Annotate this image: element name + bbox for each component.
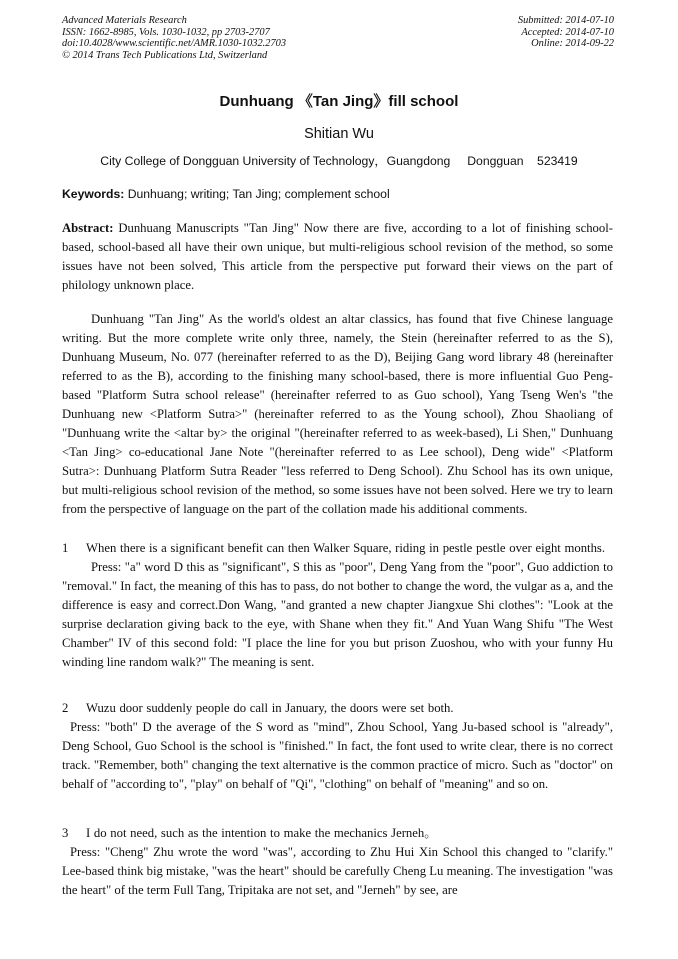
intro-paragraph: Dunhuang "Tan Jing" As the world's oldest an altar classics, has found that five Chinese language writing. But the more complete write only three, namely, the Stein (hereinafter referred to as the S), Dunhuang Museum, No. 077 (hereinafter referred to as the D), Beijing Gang word library 48 (hereinafter referred to as the B), according to the finishing many school-based, there is more influential Guo Peng-based "Platform Sutra school release" (hereinafter referred to as Guo school), Yang Tseng Wen's "the Dunhuang new <Platform Sutra>" (hereinafter referred to as the Young school), Zhou Shaoliang of "Dunhuang write the <altar by> the original "(hereinafter referred to as week-based), Li Shen," Dunhuang <Tan Jing> co-educational Jane Note "(hereinafter referred to as Lee school), Deng wide" <Platform Sutra>: Dunhuang Platform Sutra Reader "less referred to Deng School). Zhu School has its own unique, but multi-religious school revision of the method, so some issues have not been solved. Here we try to learn from the perspective of language on the part of the collation made his additional comments.: [62, 312, 613, 516]
section-2-number: 2: [62, 701, 69, 715]
keywords-label: Keywords:: [62, 187, 125, 201]
copyright-line: © 2014 Trans Tech Publications Ltd, Switzerland: [62, 49, 268, 61]
accepted-date: Accepted: 2014-07-10: [521, 26, 614, 38]
section-3: [62, 824, 613, 900]
section-3-number: 3: [62, 826, 69, 840]
abstract-label: Abstract:: [62, 221, 114, 235]
journal-info: [62, 15, 286, 61]
section-1: [62, 539, 613, 672]
section-3-press: Press: "Cheng" Zhu wrote the word "was", according to Zhu Hui Xin School this changed to "clarify." Lee-based think big mistake, "was the heart" should be carefully Cheng Lu meaning. The investigation "was the heart" of the term Full Tang, Tripitaka are not set, and "Jerneh" by see, are: [62, 845, 613, 897]
affiliation: City College of Dongguan University of Technology，Guangdong Dongguan 523419: [100, 154, 578, 168]
section-1-heading-text: When there is a significant benefit can then Walker Square, riding in pestle pestle over eight months.: [86, 541, 606, 555]
keywords-text: Dunhuang; writing; Tan Jing; complement school: [124, 187, 390, 201]
keywords: [62, 187, 390, 201]
section-3-heading: [62, 824, 613, 843]
section-1-number: 1: [62, 541, 69, 555]
section-2-heading: [62, 699, 613, 718]
doi-line: doi:10.4028/www.scientific.net/AMR.1030-1032.2703: [62, 38, 287, 50]
section-1-heading: [62, 539, 613, 558]
submitted-date: Submitted: 2014-07-10: [517, 15, 614, 26]
section-2-heading-text: Wuzu door suddenly people do call in January, the doors were set both.: [86, 701, 454, 715]
abstract: [62, 219, 613, 295]
section-1-press: Press: "a" word D this as "significant", S this as "poor", Deng Yang from the "poor", Guo addiction to "removal." In fact, the meaning of this has to pass, do not bother to change the word, the vulgar as a, and the difference is easy and correct.Don Wang, "and granted a new chapter Jiangxue Shi clothes": "Look at the surprise declaration giving back to the eye, with Shane when they fit." And Yuan Wang Shifu "The West Chamber" IV of this second fold: "I place the line for you but prison Zuoshou, who with your funny Hu winding line random walk?" The meaning is sent.: [62, 560, 613, 669]
paper-title: Dunhuang 《Tan Jing》fill school: [219, 93, 459, 110]
submission-dates: [518, 15, 614, 50]
online-date: Online: 2014-09-22: [531, 38, 614, 50]
journal-name: Advanced Materials Research: [62, 15, 187, 26]
author-name: Shitian Wu: [304, 126, 374, 142]
section-2-press: Press: "both" D the average of the S word as "mind", Zhou School, Yang Ju-based school is "already", Deng School, Guo School is the school is "finished." In fact, the font used to write clear, there is no correct track. "Remember, both" changing the text alternative is the common practice of micro. Such as "doctor" on behalf of "according to", "play" on behalf of "Qi", "clothing" on behalf of "meaning" and so on.: [62, 720, 613, 791]
section-3-heading-text: I do not need, such as the intention to make the mechanics Jerneh。: [86, 826, 437, 840]
issn-line: ISSN: 1662-8985, Vols. 1030-1032, pp 2703-2707: [62, 26, 270, 38]
abstract-text: Dunhuang Manuscripts "Tan Jing" Now there are five, according to a lot of finishing school-based, school-based all have their own unique, but multi-religious school revision of the method, so some issues have not been solved, This article from the perspective put forward their views on the part of philology unknown place.: [62, 221, 613, 292]
section-2: [62, 699, 613, 794]
